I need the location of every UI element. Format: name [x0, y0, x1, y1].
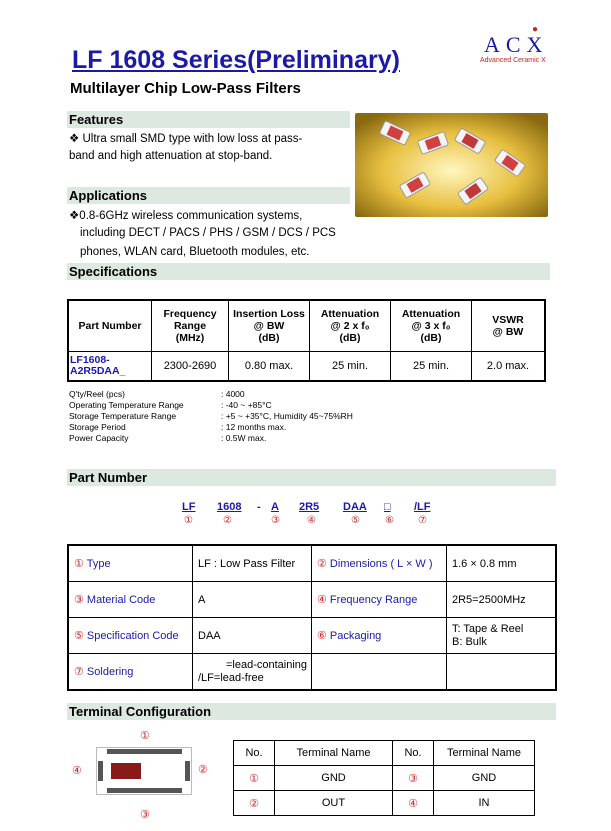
marker-7: ⑦ [418, 515, 427, 526]
terminal-col-name: Terminal Name [434, 741, 535, 766]
marker-6: ⑥ [385, 515, 394, 526]
diagram-label-3: ③ [140, 809, 150, 821]
spec-atten-3f: 25 min. [391, 352, 472, 382]
applications-line-1: ❖0.8-6GHz wireless communication systems, [69, 210, 303, 222]
diagram-label-4: ④ [72, 765, 82, 777]
code-lf-suffix: /LF [414, 501, 431, 513]
pn-label-spec-code: ⑤ Specification Code [68, 618, 193, 654]
spec-col-atten-3f: Attenuation @ 3 x f₀ (dB) [391, 300, 472, 352]
part-number-heading: Part Number [67, 469, 556, 486]
code-2r5: 2R5 [299, 501, 320, 513]
pn-value-dimensions: 1.6 × 0.8 mm [447, 545, 557, 582]
page-title: LF 1608 Series(Preliminary) [72, 46, 400, 74]
diagram-label-2: ② [198, 764, 208, 776]
pn-label-material: ③ Material Code [68, 582, 193, 618]
code-lf: LF [182, 501, 196, 513]
table-row [68, 545, 556, 582]
pn-value-spec-code: DAA [193, 618, 312, 654]
pn-empty-cell [447, 654, 557, 691]
specifications-table [67, 299, 546, 382]
spec-col-part-number: Part Number [68, 300, 152, 352]
marker-2: ② [223, 515, 232, 526]
spec-col-frequency: Frequency Range (MHz) [152, 300, 229, 352]
terminal-name: GND [434, 766, 535, 791]
applications-line-2: including DECT / PACS / PHS / GSM / DCS / PCS [80, 227, 336, 239]
applications-line-3: phones, WLAN card, Bluetooth modules, etc. [80, 246, 310, 258]
spec-header-row [68, 300, 545, 352]
marker-5: ⑤ [351, 515, 360, 526]
pn-value-type: LF : Low Pass Filter [193, 545, 312, 582]
pn-value-frequency: 2R5=2500MHz [447, 582, 557, 618]
terminal-name: IN [434, 791, 535, 816]
code-1608: 1608 [217, 501, 242, 513]
spec-col-atten-2f: Attenuation @ 2 x f₀ (dB) [310, 300, 391, 352]
terminal-col-name: Terminal Name [275, 741, 393, 766]
terminal-table [233, 740, 535, 816]
diagram-label-1: ① [140, 730, 150, 742]
code-daa: DAA [343, 501, 367, 513]
specifications-heading: Specifications [67, 263, 550, 280]
pn-value-packaging: T: Tape & Reel B: Bulk [447, 618, 557, 654]
table-row [68, 654, 556, 691]
part-number-table [67, 544, 557, 691]
terminal-header-row [234, 741, 535, 766]
terminal-heading: Terminal Configuration [67, 703, 556, 720]
table-row [68, 582, 556, 618]
spec-col-vswr: VSWR @ BW [472, 300, 546, 352]
pn-label-soldering: ⑦ Soldering [68, 654, 193, 691]
marker-3: ③ [271, 515, 280, 526]
spec-col-insertion-loss: Insertion Loss @ BW (dB) [229, 300, 310, 352]
pn-empty-cell [312, 654, 447, 691]
code-packaging-box: □ [384, 501, 391, 513]
terminal-name: GND [275, 766, 393, 791]
spec-part-number: LF1608- A2R5DAA_ [68, 352, 152, 382]
terminal-no: ④ [393, 791, 434, 816]
spec-frequency: 2300-2690 [152, 352, 229, 382]
terminal-name: OUT [275, 791, 393, 816]
code-dash: - [257, 501, 261, 513]
terminal-pad-bottom [107, 788, 182, 793]
terminal-col-no: No. [234, 741, 275, 766]
terminal-pad-left [98, 761, 103, 781]
pn-value-soldering: =lead-containing /LF=lead-free [193, 654, 312, 691]
terminal-col-no: No. [393, 741, 434, 766]
table-row [68, 618, 556, 654]
terminal-no: ② [234, 791, 275, 816]
company-tagline: Advanced Ceramic X [480, 57, 546, 64]
spec-atten-2f: 25 min. [310, 352, 391, 382]
pn-label-type: ① Type [68, 545, 193, 582]
spec-insertion-loss: 0.80 max. [229, 352, 310, 382]
pn-label-packaging: ⑥ Packaging [312, 618, 447, 654]
table-row [234, 791, 535, 816]
marker-1: ① [184, 515, 193, 526]
features-line-1: ❖ Ultra small SMD type with low loss at pass- [69, 133, 303, 145]
table-row [234, 766, 535, 791]
spec-param-labels: Q'ty/Reel (pcs) Operating Temperature Range Storage Temperature Range Storage Period Power Capacity [69, 389, 184, 443]
terminal-pad-top [107, 749, 182, 754]
pn-label-frequency: ④ Frequency Range [312, 582, 447, 618]
spec-param-values: : 4000 : -40 ~ +85°C : +5 ~ +35°C, Humidity 45~75%RH : 12 months max. : 0.5W max. [221, 389, 353, 443]
terminal-no: ③ [393, 766, 434, 791]
features-line-2: band and high attenuation at stop-band. [69, 150, 273, 162]
features-heading: Features [67, 111, 350, 128]
chip-marking [111, 763, 141, 779]
spec-vswr: 2.0 max. [472, 352, 546, 382]
company-logo: ACX [484, 32, 549, 57]
code-a: A [271, 501, 279, 513]
terminal-pad-right [185, 761, 190, 781]
pn-label-dimensions: ② Dimensions ( L × W ) [312, 545, 447, 582]
marker-4: ④ [307, 515, 316, 526]
applications-heading: Applications [67, 187, 350, 204]
terminal-no: ① [234, 766, 275, 791]
page-subtitle: Multilayer Chip Low-Pass Filters [70, 80, 301, 97]
pn-value-material: A [193, 582, 312, 618]
logo-dot-icon: ● [532, 24, 539, 35]
product-photo [355, 113, 548, 217]
spec-data-row [68, 352, 545, 382]
